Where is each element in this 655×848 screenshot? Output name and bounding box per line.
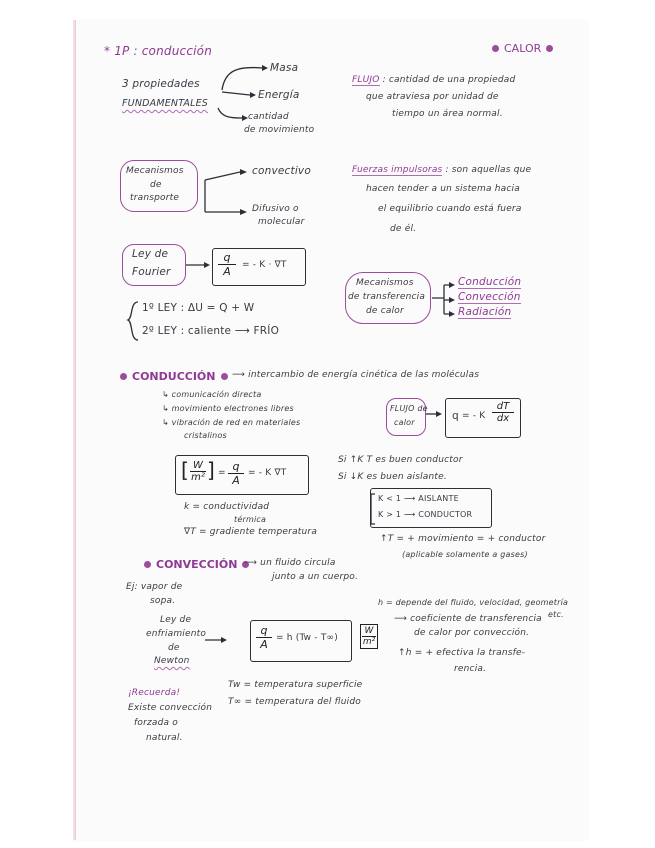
fraction-numerator: dT: [492, 401, 514, 413]
gradient-definition: ∇T = gradiente temperatura: [184, 527, 318, 537]
tw-definition: Tw = temperatura superficie: [228, 680, 363, 690]
conduction-fraction: [228, 460, 244, 487]
convection-example: Ej: vapor de: [126, 582, 183, 592]
fuerzas-definition: [352, 165, 531, 175]
newton-fraction: [256, 624, 272, 651]
newton-label: Newton: [154, 656, 190, 666]
heat-mech-label: de calor: [366, 306, 404, 316]
transport-item: convectivo: [252, 165, 311, 177]
fuerzas-line: hacen tender a un sistema hacia: [366, 184, 520, 194]
properties-label-2: FUNDAMENTALES: [122, 98, 208, 109]
bullet-dot-icon: [120, 373, 127, 380]
h-effect: rencia.: [454, 664, 487, 674]
conveccion-desc: junto a un cuerpo.: [272, 572, 359, 582]
flux-eq: = - K: [462, 411, 486, 421]
h-definition: h = depende del fluido, velocidad, geometría: [378, 598, 569, 607]
heat-mech-label: de transferencia: [348, 292, 426, 302]
fraction-denominator: m²: [191, 472, 205, 483]
fraction-numerator: q: [218, 251, 236, 265]
equals-sign: =: [218, 468, 226, 478]
transport-label: Mecanismos: [126, 166, 184, 176]
conduccion-heading: [120, 370, 228, 383]
fuerzas-term: Fuerzas impulsoras: [352, 165, 443, 175]
transport-label: de: [150, 180, 162, 190]
conductor-note: Si ↑K T es buen conductor: [338, 455, 463, 465]
bracket-close: ]: [207, 458, 216, 482]
remember-note: Existe convección: [128, 703, 213, 713]
page-title: * 1P : conducción: [104, 44, 213, 58]
fraction-numerator: W: [362, 626, 376, 637]
conduccion-bullet: ↳ vibración de red en materiales: [162, 418, 301, 427]
fraction-denominator: dx: [496, 413, 510, 424]
properties-label-1: 3 propiedades: [122, 78, 200, 90]
property-item: cantidad: [248, 112, 289, 122]
bullet-dot-icon: [546, 45, 553, 52]
remember-note: natural.: [146, 733, 183, 743]
h-definition: de calor por convección.: [414, 628, 530, 638]
transport-label: transporte: [130, 193, 180, 203]
newton-rhs: = h (Tw - T∞): [276, 633, 338, 643]
first-law: 1º LEY : ΔU = Q + W: [142, 302, 255, 314]
heat-mech-item: Radiación: [458, 306, 512, 318]
insulator-note: Si ↓K es buen aislante.: [338, 472, 447, 482]
bullet-dot-icon: [492, 45, 499, 52]
bracket-open: [: [181, 458, 190, 482]
remember-note: forzada o: [134, 718, 179, 728]
newton-label: enfriamiento: [146, 629, 207, 639]
fourier-label: Fourier: [132, 266, 171, 278]
fraction-denominator: A: [260, 638, 268, 651]
fraction-numerator: W: [190, 460, 206, 472]
conveccion-title: CONVECCIÓN: [156, 558, 238, 571]
fuerzas-line: : son aquellas que: [445, 165, 532, 175]
flujo-line: que atraviesa por unidad de: [366, 92, 499, 102]
property-item: de movimiento: [244, 125, 315, 135]
fraction-denominator: m²: [362, 637, 376, 647]
topic-label: CALOR: [504, 42, 542, 55]
temperature-note: ↑T = + movimiento = + conductor: [380, 534, 546, 544]
fraction-denominator: A: [223, 265, 231, 278]
fourier-label: Ley de: [132, 248, 169, 260]
fourier-fraction: [218, 251, 236, 278]
k-definition: k = conductividad: [184, 502, 270, 512]
fraction-numerator: q: [228, 460, 244, 474]
conduccion-title: CONDUCCIÓN: [132, 370, 216, 383]
fraction-numerator: q: [256, 624, 272, 638]
bullet-dot-icon: [144, 561, 151, 568]
flujo-line: : cantidad de una propiedad: [382, 75, 516, 85]
property-item: Masa: [270, 62, 299, 74]
flujo-calor-label: calor: [394, 418, 415, 427]
flujo-line: tiempo un área normal.: [392, 109, 503, 119]
convection-example: sopa.: [150, 596, 176, 606]
h-definition-etc: etc.: [548, 610, 564, 619]
h-definition: ⟶ coeficiente de transferencia: [394, 614, 542, 624]
second-law: 2º LEY : caliente ⟶ FRÍO: [142, 325, 280, 337]
heat-mech-item: Conducción: [458, 276, 522, 288]
k-gt-rule: K > 1 ⟶ CONDUCTOR: [378, 510, 473, 519]
flujo-term: FLUJO: [352, 75, 380, 85]
bullet-dot-icon: [221, 373, 228, 380]
fraction-denominator: A: [232, 474, 240, 487]
newton-label: Ley de: [160, 615, 192, 625]
newton-label: de: [168, 643, 180, 653]
topic-badge: [492, 42, 553, 55]
heat-mech-item: Convección: [458, 291, 521, 303]
tinf-definition: T∞ = temperatura del fluido: [228, 697, 361, 707]
k-lt-rule: K < 1 ⟶ AISLANTE: [378, 494, 459, 503]
remember-note: ¡Recuerda!: [128, 688, 181, 698]
flujo-definition: [352, 75, 515, 85]
conduccion-bullet: ↳ comunicación directa: [162, 390, 262, 399]
conveccion-desc: ⟶ un fluido circula: [244, 558, 336, 568]
temperature-note-2: (aplicable solamente a gases): [402, 550, 528, 559]
flujo-calor-label: FLUJO de: [390, 404, 428, 413]
conduccion-desc: ⟶ intercambio de energía cinética de las moléculas: [232, 370, 480, 380]
transport-item: molecular: [258, 217, 305, 227]
h-effect: ↑h = + efectiva la transfe-: [398, 648, 526, 658]
transport-item: Difusivo o: [252, 204, 299, 214]
newton-units: [360, 624, 378, 649]
fuerzas-line: el equilibrio cuando está fuera: [378, 204, 522, 214]
conduction-rhs: = - K ∇T: [248, 468, 287, 478]
fourier-rhs: = - K · ∇T: [242, 260, 287, 270]
flux-derivative: [492, 401, 514, 424]
conduccion-bullet: ↳ movimiento electrones libres: [162, 404, 294, 413]
fuerzas-line: de él.: [390, 224, 417, 234]
flux-q: q: [452, 410, 459, 422]
heat-mech-label: Mecanismos: [356, 278, 414, 288]
units-fraction: [190, 460, 206, 483]
k-definition-2: térmica: [234, 515, 267, 524]
property-item: Energía: [258, 89, 300, 101]
conduccion-bullet: cristalinos: [184, 431, 227, 440]
conveccion-heading: [144, 558, 249, 571]
